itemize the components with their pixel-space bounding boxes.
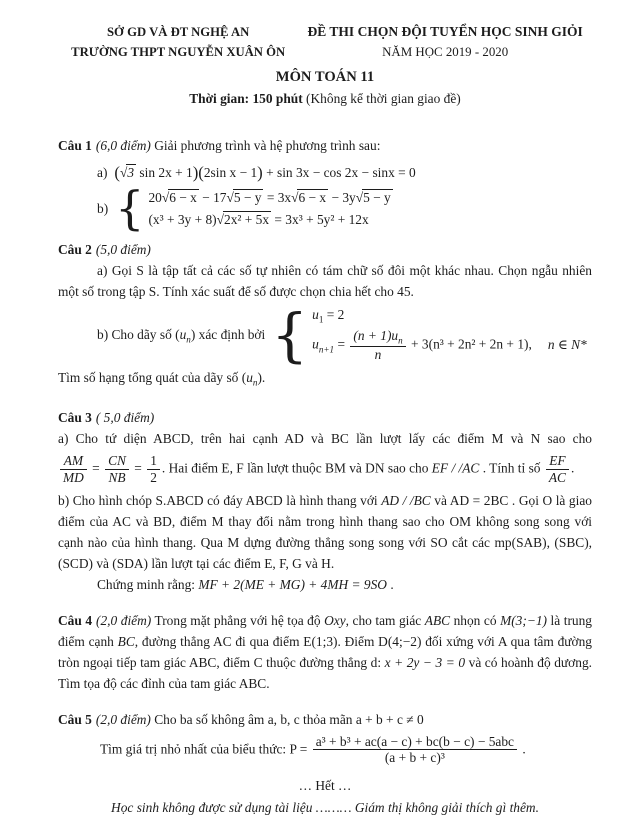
q1b-system bbox=[148, 190, 392, 228]
paren: ) bbox=[257, 163, 263, 182]
math-run: = bbox=[130, 460, 146, 476]
numerator: a³ + b³ + ac(a − c) + bc(b − c) − 5abc bbox=[313, 734, 517, 751]
radicand: 3 bbox=[127, 165, 135, 180]
q3-item-a-line1: a) Cho tứ diện ABCD, trên hai cạnh AD và BC lần lượt lấy các điểm M và N sao cho bbox=[58, 430, 592, 446]
question-1-intro: Giải phương trình và hệ phương trình sau: bbox=[150, 138, 381, 153]
math-run: = 3x³ + 5y² + 12x bbox=[271, 211, 369, 227]
q1-item-b bbox=[97, 181, 592, 235]
subscript: n bbox=[398, 335, 403, 346]
math-run: + 3(n³ + 2n² + 2n + 1), bbox=[407, 336, 532, 352]
text-run: Tìm giá trị nhỏ nhất của biểu thức: bbox=[100, 740, 290, 756]
text-run: . bbox=[519, 740, 526, 756]
text-run: là trung điểm cạnh bbox=[58, 612, 592, 649]
question-5-points: (2,0 điểm) bbox=[95, 711, 151, 727]
time-note: (Không kể thời gian giao đề) bbox=[302, 91, 461, 106]
q3-item-b bbox=[58, 490, 592, 574]
radical bbox=[356, 189, 393, 205]
question-3-heading bbox=[58, 407, 592, 428]
subject-title: MÔN TOÁN 11 bbox=[275, 69, 375, 85]
subscript: n+1 bbox=[318, 344, 335, 355]
text-run: Cho ba số không âm a, b, c thỏa mãn bbox=[150, 711, 356, 727]
item-a-label: a) bbox=[97, 165, 108, 180]
question-2-heading bbox=[58, 239, 592, 260]
question-3-label: Câu 3 bbox=[58, 409, 92, 425]
math-run: − 17 bbox=[198, 189, 227, 205]
question-1-points: (6,0 điểm) bbox=[95, 138, 151, 153]
text-run: ) xác định bởi bbox=[190, 326, 266, 342]
math-run: a + b + c ≠ 0 bbox=[355, 711, 424, 727]
denominator: MD bbox=[63, 469, 84, 485]
question-4-label: Câu 4 bbox=[58, 612, 93, 628]
question-4-points: (2,0 điểm) bbox=[96, 612, 152, 628]
fraction bbox=[546, 453, 569, 486]
math-run: + sin 3x − cos 2x − sinx = 0 bbox=[262, 165, 416, 180]
radical bbox=[226, 189, 263, 205]
math-run: Oxy bbox=[324, 612, 346, 628]
fraction bbox=[313, 734, 517, 767]
sequence-symbol: u bbox=[312, 336, 319, 352]
q2-item-a: a) Gọi S là tập tất cả các số tự nhiên có tám chữ số đôi một khác nhau. Chọn ngẫu nhiên một số trong tập S. Tính xác suất để số được chọn chia hết cho 45. bbox=[58, 263, 592, 300]
radical bbox=[162, 189, 199, 205]
text-run: và có hoành độ dương. Tìm tọa độ các đỉnh của tam giác ABC. bbox=[58, 654, 593, 691]
denominator: n bbox=[374, 347, 382, 363]
math-run: P = bbox=[289, 740, 311, 756]
math-run: = 2 bbox=[323, 307, 345, 323]
math-run: ABC bbox=[424, 612, 451, 628]
text-run: b) Cho dãy số ( bbox=[97, 326, 180, 342]
fraction bbox=[350, 328, 405, 363]
q2b-system bbox=[312, 307, 587, 363]
q1b-equation-2 bbox=[148, 212, 392, 228]
math-run: BC bbox=[117, 633, 135, 649]
paren: ( bbox=[114, 163, 120, 182]
radical bbox=[291, 189, 328, 205]
math-run: AD / /BC bbox=[381, 492, 431, 508]
text-run: . bbox=[386, 576, 394, 592]
math-run: sin 2x + 1 bbox=[136, 165, 193, 180]
q3-item-a-line2 bbox=[58, 453, 592, 486]
q2b-condition-1 bbox=[312, 307, 587, 325]
q2b-recurrence bbox=[312, 328, 587, 363]
math-run: MF + 2(ME + MG) + 4MH = 9SO bbox=[198, 576, 387, 592]
radicand: 5 − y bbox=[363, 189, 391, 205]
numerator: 1 bbox=[147, 453, 160, 470]
math-run: (x³ + 3y + 8) bbox=[148, 211, 217, 227]
radicand: 6 − x bbox=[169, 189, 197, 205]
text-run: . Tính tỉ số bbox=[479, 460, 544, 476]
q5-expression-line bbox=[100, 734, 592, 767]
text-run: ). bbox=[257, 370, 266, 386]
text-run: Chứng minh rằng: bbox=[97, 576, 199, 592]
text-run: nhọn có bbox=[450, 612, 501, 628]
sequence-symbol: u bbox=[312, 307, 319, 323]
question-5-heading bbox=[58, 709, 592, 730]
radicand: 2x² + 5x bbox=[224, 211, 270, 227]
denominator: AC bbox=[548, 469, 566, 485]
radical-sign: √ bbox=[119, 165, 127, 180]
text-run: Trong mặt phẳng với hệ tọa độ bbox=[151, 612, 325, 628]
school-name: TRƯỜNG THPT NGUYỄN XUÂN ÔN bbox=[71, 45, 286, 59]
math-run: AD = 2BC bbox=[449, 492, 509, 508]
fraction bbox=[60, 453, 87, 486]
q1a-equation bbox=[114, 165, 415, 180]
numerator bbox=[350, 328, 405, 347]
radicand: 6 − x bbox=[298, 189, 327, 205]
question-3-points: ( 5,0 điểm) bbox=[95, 409, 155, 425]
text-run: . bbox=[570, 460, 575, 476]
q2-item-b bbox=[97, 301, 592, 370]
math-run: M(3;−1) bbox=[500, 612, 548, 628]
q1b-equation-1 bbox=[148, 190, 392, 206]
radical bbox=[217, 211, 271, 227]
q3-proof-line bbox=[97, 574, 592, 595]
radical-sign: √ bbox=[291, 189, 298, 205]
subscript: n bbox=[252, 377, 258, 388]
text-run: . Hai điểm E, F lần lượt thuộc BM và DN sao cho bbox=[161, 460, 432, 476]
fraction bbox=[147, 453, 160, 486]
denominator: (a + b + c)³ bbox=[384, 750, 445, 766]
radical-sign: √ bbox=[355, 189, 363, 205]
exam-title: ĐỀ THI CHỌN ĐỘI TUYỂN HỌC SINH GIỎI bbox=[307, 24, 583, 39]
math-run: = 3x bbox=[263, 189, 292, 205]
text-run: và bbox=[430, 492, 450, 508]
question-1-heading bbox=[58, 135, 592, 156]
math-run: (n + 1)u bbox=[353, 328, 399, 344]
math-run: x + 2y − 3 = 0 bbox=[384, 654, 466, 670]
radicand: 5 − y bbox=[233, 189, 262, 205]
radical-sign: √ bbox=[161, 189, 169, 205]
radical-sign: √ bbox=[216, 211, 224, 227]
sequence-symbol: u bbox=[246, 370, 253, 386]
denominator: 2 bbox=[150, 469, 157, 485]
text-run: , cho tam giác bbox=[345, 612, 425, 628]
time-duration: Thời gian: 150 phút bbox=[189, 91, 303, 106]
subscript: 1 bbox=[318, 315, 324, 326]
text-run: , đường thẳng AC đi qua điểm E(1;3). Điểm D(4;−2) đối xứng với A qua tâm đường tròn ngoại tiếp tam giác ABC, điểm C thuộc đường thẳng d: bbox=[58, 633, 592, 670]
subscript: n bbox=[186, 334, 191, 345]
question-5-label: Câu 5 bbox=[58, 711, 92, 727]
header-right bbox=[298, 22, 592, 62]
exam-rules-note: Học sinh không được sử dụng tài liệu ……… Giám thị không giải thích gì thêm. bbox=[111, 800, 539, 816]
time-line bbox=[58, 88, 592, 109]
math-run: − 3y bbox=[328, 189, 356, 205]
end-marker: … Hết … bbox=[298, 778, 352, 794]
header-left bbox=[58, 22, 298, 62]
domain-condition: n ∈ N* bbox=[547, 336, 587, 352]
fraction bbox=[105, 453, 129, 486]
q2-question-line bbox=[58, 367, 592, 394]
radical-sign: √ bbox=[226, 189, 233, 205]
text-run: Tìm số hạng tổng quát của dãy số ( bbox=[58, 370, 247, 386]
question-2-label: Câu 2 bbox=[58, 242, 92, 258]
radical bbox=[120, 164, 136, 180]
question-1-label: Câu 1 bbox=[58, 138, 92, 153]
item-b-label: b) bbox=[97, 200, 109, 216]
department-name: SỞ GD VÀ ĐT NGHỆ AN bbox=[107, 25, 250, 39]
left-brace: { bbox=[271, 301, 309, 370]
question-4 bbox=[58, 610, 592, 694]
math-run: 2sin x − 1 bbox=[203, 165, 258, 180]
numerator: AM bbox=[60, 453, 87, 470]
q2b-intro bbox=[97, 327, 265, 345]
text-run: b) Cho hình chóp S.ABCD có đáy ABCD là hình thang với bbox=[58, 492, 382, 508]
school-year: NĂM HỌC 2019 - 2020 bbox=[382, 45, 509, 59]
sequence-symbol: u bbox=[179, 326, 187, 342]
math-run: = bbox=[88, 460, 104, 476]
paren: )( bbox=[192, 163, 204, 182]
text-run: . Gọi O là giao điểm của AC và BD, điểm M thay đổi nằm trong hình thang sao cho OM không song song với cạnh nào của hình thang. Qua M dựng đường thẳng song song với SO cắt các mp(SAB), (SBC), (SCD) và (SDA) lần lượt tại các điểm E, F, G và H. bbox=[58, 492, 592, 571]
math-run: = bbox=[334, 336, 349, 352]
math-run: 20 bbox=[148, 189, 162, 205]
question-2-points: (5,0 điểm) bbox=[95, 242, 151, 258]
header bbox=[58, 22, 592, 62]
numerator: EF bbox=[546, 453, 569, 470]
q1-item-a bbox=[97, 162, 592, 183]
denominator: NB bbox=[108, 469, 126, 485]
math-run: EF / /AC bbox=[431, 460, 480, 476]
numerator: CN bbox=[105, 453, 129, 470]
left-brace: { bbox=[115, 181, 145, 235]
